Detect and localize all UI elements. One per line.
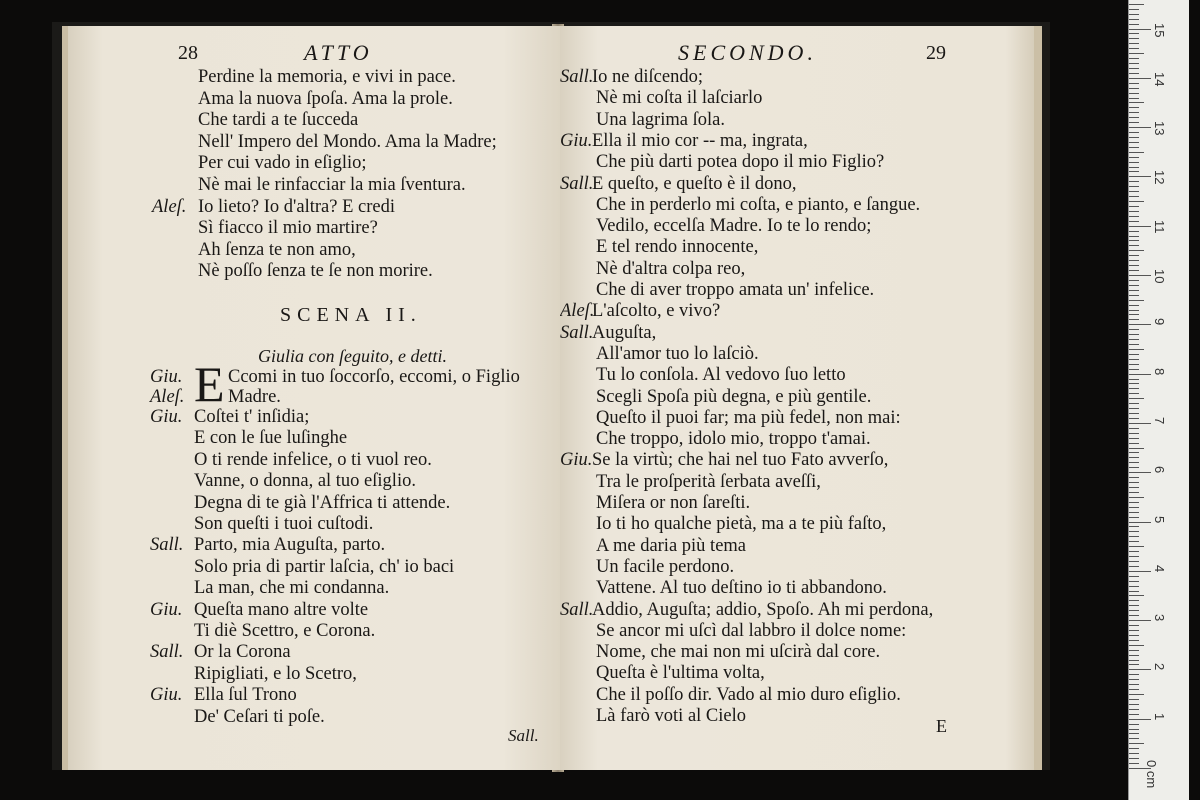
verse-line: Che troppo, idolo mio, troppo t'amai. <box>596 429 871 450</box>
ruler-tick <box>1129 334 1139 335</box>
verse-line: Sì fiacco il mio martire? <box>198 218 378 239</box>
ruler-tick <box>1129 9 1139 10</box>
ruler-tick <box>1129 176 1151 177</box>
ruler-tick <box>1129 684 1139 685</box>
verse-line: Che di aver troppo amata un' infelice. <box>596 280 875 300</box>
ruler-tick <box>1129 507 1139 508</box>
ruler-tick <box>1129 423 1151 424</box>
ruler-tick <box>1129 748 1139 749</box>
ruler-tick <box>1129 152 1144 153</box>
speaker-label: Sall. <box>560 67 594 87</box>
ruler-number: 13 <box>1152 121 1167 136</box>
verse-line: Nè poſſo ſenza te ſe non morire. <box>198 261 433 282</box>
ruler-tick <box>1129 181 1139 182</box>
ruler-tick <box>1129 290 1139 291</box>
verse-line: Perdine la memoria, e vivi in pace. <box>198 67 456 87</box>
ruler-tick <box>1129 14 1139 15</box>
ruler-tick <box>1129 591 1139 592</box>
ruler-tick <box>1129 285 1139 286</box>
speaker-label: Giu. <box>150 599 183 620</box>
verse-line: Che il poſſo dir. Vado al mio duro eſiglio. <box>596 684 901 705</box>
verse-line: Un facile perdono. <box>596 556 735 577</box>
verse-line: Parto, mia Auguſta, parto. <box>194 535 386 556</box>
verse-line: Io lieto? Io d'altra? E credi <box>198 196 395 217</box>
ruler-tick <box>1129 413 1139 414</box>
verse-line: Miſera or non ſareſti. <box>596 493 751 513</box>
verse-line: Io ti ho qualche pietà, ma a te più faſto, <box>596 514 887 535</box>
ruler-tick <box>1129 620 1151 621</box>
ruler-tick <box>1129 758 1139 759</box>
ruler-number: 9 <box>1152 318 1167 326</box>
ruler-tick <box>1129 738 1139 739</box>
ruler-tick <box>1129 393 1139 394</box>
ruler-tick <box>1129 467 1139 468</box>
verse-line: Vedilo, eccelſa Madre. Io te lo rendo; <box>596 216 872 237</box>
measurement-ruler <box>1128 0 1189 800</box>
ruler-tick <box>1129 245 1139 246</box>
ruler-tick <box>1129 147 1139 148</box>
ruler-tick <box>1129 576 1139 577</box>
ruler-tick <box>1129 369 1139 370</box>
ruler-tick <box>1129 24 1139 25</box>
speaker-label: Sall. <box>560 173 594 194</box>
ruler-tick <box>1129 664 1139 665</box>
drop-capital: E <box>194 356 225 412</box>
ruler-tick <box>1129 280 1139 281</box>
verse-line: Là farò voti al Cielo <box>596 706 747 726</box>
verse-line: Per cui vado in eſiglio; <box>198 153 367 174</box>
verse-line: Or la Corona <box>194 642 291 663</box>
ruler-tick <box>1129 457 1139 458</box>
ruler-tick <box>1129 428 1139 429</box>
ruler-tick <box>1129 699 1139 700</box>
ruler-tick <box>1129 625 1139 626</box>
ruler-tick <box>1129 48 1139 49</box>
verse-line: All'amor tuo lo laſciò. <box>596 343 759 364</box>
page-number: 28 <box>178 42 198 64</box>
verse-line: Solo pria di partir laſcia, ch' io baci <box>194 556 455 577</box>
ruler-tick <box>1129 541 1139 542</box>
ruler-tick <box>1129 171 1139 172</box>
verse-line: Son queſti i tuoi cuſtodi. <box>194 514 374 534</box>
ruler-tick <box>1129 19 1139 20</box>
ruler-tick <box>1129 733 1139 734</box>
ruler-tick <box>1129 566 1139 567</box>
ruler-tick <box>1129 689 1139 690</box>
ruler-tick <box>1129 408 1139 409</box>
ruler-tick <box>1129 669 1151 670</box>
ruler-number: 2 <box>1152 663 1167 671</box>
ruler-tick <box>1129 83 1139 84</box>
verse-line: E queſto, e queſto è il dono, <box>592 173 797 194</box>
speaker-label: Sall. <box>150 535 184 556</box>
speaker-label: Giu. <box>560 130 593 151</box>
verse-line: Che in perderlo mi coſta, e pianto, e ſangue. <box>596 194 921 215</box>
ruler-tick <box>1129 763 1139 764</box>
ruler-tick <box>1129 196 1139 197</box>
verse-line: Addio, Auguſta; addio, Spoſo. Ah mi perdona, <box>592 599 934 620</box>
speaker-label: Sall. <box>560 599 594 620</box>
ruler-number: 5 <box>1152 515 1167 523</box>
ruler-tick <box>1129 68 1139 69</box>
ruler-tick <box>1129 88 1139 89</box>
ruler-number: 6 <box>1152 466 1167 474</box>
ruler-tick <box>1129 655 1139 656</box>
ruler-tick <box>1129 354 1139 355</box>
verse-line: Nell' Impero del Mondo. Ama la Madre; <box>198 131 497 152</box>
verse-line: Ah ſenza te non amo, <box>198 239 356 260</box>
ruler-tick <box>1129 364 1139 365</box>
ruler-tick <box>1129 117 1139 118</box>
ruler-tick <box>1129 53 1144 54</box>
ruler-tick <box>1129 38 1139 39</box>
ruler-tick <box>1129 132 1139 133</box>
ruler-number: 10 <box>1152 269 1167 284</box>
ruler-tick <box>1129 319 1139 320</box>
ruler-tick <box>1129 418 1139 419</box>
running-head: ATTO <box>304 40 373 65</box>
ruler-tick <box>1129 211 1139 212</box>
ruler-tick <box>1129 107 1139 108</box>
ruler-tick <box>1129 93 1139 94</box>
verse-line: Degna di te già l'Affrica ti attende. <box>194 492 451 513</box>
ruler-tick <box>1129 310 1139 311</box>
ruler-tick <box>1129 186 1139 187</box>
ruler-tick <box>1129 255 1139 256</box>
speaker-label: Sall. <box>150 642 184 663</box>
verse-line: O ti rende infelice, o ti vuol reo. <box>194 449 432 470</box>
ruler-tick <box>1129 477 1139 478</box>
ruler-tick <box>1129 546 1144 547</box>
ruler-tick <box>1129 98 1139 99</box>
speaker-label: Aleſ. <box>152 196 187 217</box>
ruler-tick <box>1129 729 1139 730</box>
ruler-tick <box>1129 640 1139 641</box>
verse-line: L'aſcolto, e vivo? <box>592 301 721 322</box>
stage-direction: Giulia con ſeguito, e detti. <box>258 346 447 366</box>
ruler-tick <box>1129 462 1139 463</box>
ruler-tick <box>1129 4 1144 5</box>
ruler-tick <box>1129 645 1144 646</box>
verse-line: De' Ceſari ti poſe. <box>194 706 325 727</box>
verse-line: Nè mi coſta il laſciarlo <box>596 88 763 109</box>
ruler-tick <box>1129 201 1144 202</box>
ruler-tick <box>1129 512 1139 513</box>
ruler-tick <box>1129 250 1144 251</box>
ruler-tick <box>1129 157 1139 158</box>
verse-line: Vanne, o donna, al tuo eſiglio. <box>194 471 416 492</box>
ruler-tick <box>1129 78 1151 79</box>
verse-line: Ella ſul Trono <box>194 685 297 706</box>
ruler-tick <box>1129 359 1139 360</box>
verse-line: Scegli Spoſa più degna, e più gentile. <box>596 386 872 407</box>
ruler-tick <box>1129 167 1139 168</box>
scene-title: SCENA II. <box>280 304 422 326</box>
ruler-number: 1 <box>1152 712 1167 720</box>
ruler-tick <box>1129 73 1139 74</box>
ruler-tick <box>1129 482 1139 483</box>
ruler-tick <box>1129 448 1144 449</box>
signature-mark: E <box>936 716 947 736</box>
ruler-tick <box>1129 270 1139 271</box>
ruler-tick <box>1129 605 1139 606</box>
ruler-tick <box>1129 433 1139 434</box>
ruler-tick <box>1129 379 1139 380</box>
speaker-label: Giu. <box>150 685 183 706</box>
verse-line: Ella il mio cor -- ma, ingrata, <box>592 130 808 151</box>
ruler-tick <box>1129 265 1139 266</box>
ruler-tick <box>1129 29 1151 30</box>
verse-line: A me daria più tema <box>596 535 747 556</box>
ruler-tick <box>1129 556 1139 557</box>
ruler-tick <box>1129 374 1151 375</box>
ruler-tick <box>1129 43 1139 44</box>
ruler-tick <box>1129 571 1151 572</box>
speaker-label: Aleſ. <box>560 301 595 322</box>
ruler-tick <box>1129 305 1139 306</box>
verse-line: Nome, che mai non mi uſcirà dal core. <box>596 642 881 663</box>
ruler-tick <box>1129 635 1139 636</box>
ruler-unit-label: 0 cm <box>1144 760 1159 789</box>
verse-line: Queſta mano altre volte <box>194 599 369 620</box>
running-head: SECONDO. <box>678 40 817 65</box>
verse-line: Tu lo conſola. Al vedovo ſuo letto <box>596 365 846 386</box>
verse-line: Ti diè Scettro, e Corona. <box>194 621 376 641</box>
ruler-tick <box>1129 497 1144 498</box>
ruler-tick <box>1129 260 1139 261</box>
ruler-tick <box>1129 487 1139 488</box>
speaker-label: Aleſ. <box>150 387 185 407</box>
left-page <box>62 26 562 770</box>
ruler-tick <box>1129 63 1139 64</box>
speaker-label: Giu. <box>150 407 183 427</box>
ruler-tick <box>1129 58 1139 59</box>
ruler-tick <box>1129 694 1144 695</box>
ruler-tick <box>1129 743 1144 744</box>
verse-line: Se la virtù; che hai nel tuo Fato avverſo, <box>592 450 889 471</box>
ruler-number: 4 <box>1152 564 1167 573</box>
ruler-tick <box>1129 531 1139 532</box>
verse-line: Una lagrima ſola. <box>596 109 725 130</box>
ruler-tick <box>1129 719 1151 720</box>
ruler-tick <box>1129 630 1139 631</box>
ruler-tick <box>1129 226 1151 227</box>
ruler-tick <box>1129 517 1139 518</box>
verse-line: Queſta è l'ultima volta, <box>596 663 765 684</box>
ruler-tick <box>1129 231 1139 232</box>
ruler-tick <box>1129 443 1139 444</box>
ruler-tick <box>1129 236 1139 237</box>
ruler-tick <box>1129 349 1144 350</box>
verse-line: Io ne diſcendo; <box>592 67 703 87</box>
verse-line: E tel rendo innocente, <box>596 237 759 258</box>
ruler-tick <box>1129 137 1139 138</box>
ruler-tick <box>1129 216 1139 217</box>
ruler-tick <box>1129 502 1139 503</box>
ruler-tick <box>1129 398 1144 399</box>
ruler-number: 8 <box>1152 367 1167 375</box>
speaker-label: Giu. <box>150 367 183 387</box>
verse-line: Che tardi a te ſucceda <box>198 110 359 131</box>
ruler-number: 15 <box>1152 22 1167 37</box>
verse-line: Madre. <box>228 387 281 407</box>
ruler-tick <box>1129 714 1139 715</box>
ruler-tick <box>1129 142 1139 143</box>
ruler-tick <box>1129 221 1139 222</box>
ruler-tick <box>1129 561 1139 562</box>
ruler-tick <box>1129 33 1139 34</box>
ruler-tick <box>1129 300 1144 301</box>
ruler-tick <box>1129 388 1139 389</box>
verse-line: Se ancor mi uſcì dal labbro il dolce nome: <box>596 620 907 641</box>
ruler-number: 14 <box>1152 71 1167 87</box>
verse-line: Ripigliati, e lo Scetro, <box>194 663 357 684</box>
verse-line: La man, che mi condanna. <box>194 578 390 599</box>
ruler-tick <box>1129 383 1139 384</box>
verse-line: Che più darti potea dopo il mio Figlio? <box>596 152 885 173</box>
ruler-tick <box>1129 438 1139 439</box>
verse-line: Ccomi in tuo ſoccorſo, eccomi, o Figlio <box>228 367 520 387</box>
ruler-tick <box>1129 472 1151 473</box>
right-page <box>560 26 1042 770</box>
verse-line: Auguſta, <box>592 322 657 343</box>
verse-line: Ama la nuova ſpoſa. Ama la prole. <box>198 88 453 109</box>
ruler-number: 7 <box>1152 416 1167 425</box>
speaker-label: Giu. <box>560 450 593 471</box>
ruler-tick <box>1129 522 1151 523</box>
ruler-tick <box>1129 526 1139 527</box>
ruler-tick <box>1129 674 1139 675</box>
verse-line: Vattene. Al tuo deſtino io ti abbandono. <box>596 578 887 599</box>
verse-line: Queſto il puoi far; ma più fedel, non mai: <box>596 407 901 428</box>
ruler-number: 3 <box>1152 614 1167 622</box>
ruler-tick <box>1129 536 1139 537</box>
ruler-tick <box>1129 586 1139 587</box>
ruler-tick <box>1129 329 1139 330</box>
verse-line: Nè mai le rinfacciar la mia ſventura. <box>198 175 466 195</box>
ruler-tick <box>1129 600 1139 601</box>
ruler-tick <box>1129 650 1139 651</box>
ruler-tick <box>1129 324 1151 325</box>
ruler-tick <box>1129 581 1139 582</box>
ruler-tick <box>1129 339 1139 340</box>
ruler-tick <box>1129 240 1139 241</box>
ruler-tick <box>1129 314 1139 315</box>
verse-line: Coſtei t' inſidia; <box>194 407 310 427</box>
verse-line: Tra le proſperità ſerbata aveſſi, <box>596 471 821 492</box>
verse-line: Nè d'altra colpa reo, <box>596 258 746 279</box>
ruler-tick <box>1129 709 1139 710</box>
ruler-tick <box>1129 127 1151 128</box>
ruler-tick <box>1129 403 1139 404</box>
ruler-tick <box>1129 191 1139 192</box>
verse-line: E con le ſue luſinghe <box>194 428 348 449</box>
ruler-tick <box>1129 724 1139 725</box>
ruler-tick <box>1129 753 1139 754</box>
ruler-tick <box>1129 295 1139 296</box>
ruler-tick <box>1129 452 1139 453</box>
page-number: 29 <box>926 42 946 64</box>
ruler-tick <box>1129 112 1139 113</box>
ruler-tick <box>1129 679 1139 680</box>
ruler-tick <box>1129 344 1139 345</box>
ruler-tick <box>1129 492 1139 493</box>
ruler-tick <box>1129 162 1139 163</box>
ruler-tick <box>1129 551 1139 552</box>
ruler-tick <box>1129 610 1139 611</box>
catchword: Sall. <box>508 726 539 745</box>
ruler-tick <box>1129 660 1139 661</box>
ruler-tick <box>1129 122 1139 123</box>
speaker-label: Sall. <box>560 322 594 343</box>
ruler-tick <box>1129 595 1144 596</box>
ruler-tick <box>1129 102 1144 103</box>
ruler-tick <box>1129 615 1139 616</box>
ruler-tick <box>1129 704 1139 705</box>
ruler-number: 12 <box>1152 170 1167 185</box>
ruler-number: 11 <box>1152 219 1167 234</box>
ruler-tick <box>1129 206 1139 207</box>
ruler-tick <box>1129 275 1151 276</box>
